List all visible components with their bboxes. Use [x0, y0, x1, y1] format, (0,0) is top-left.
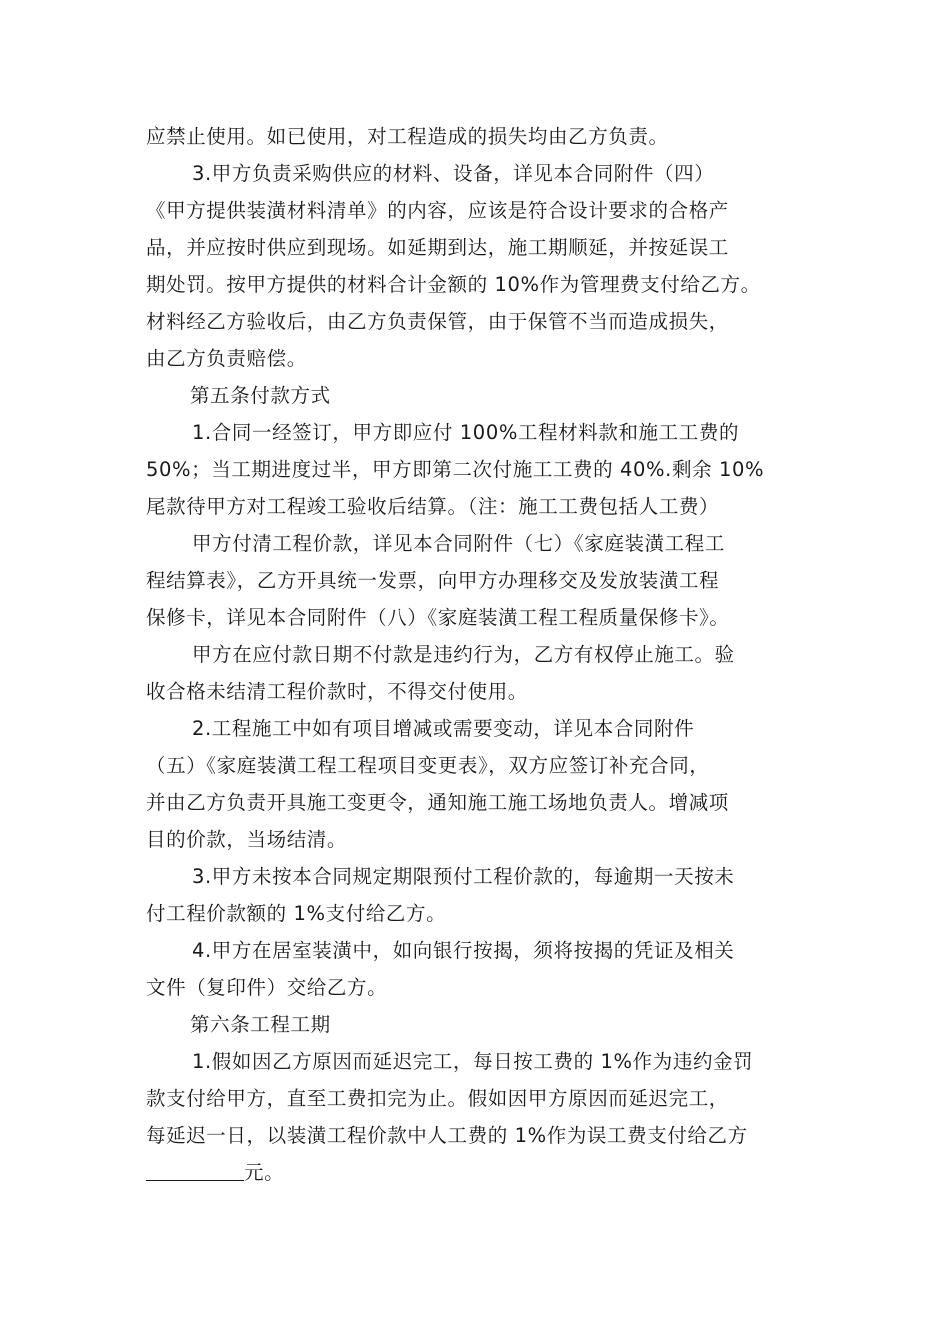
text-line: 款支付给甲方，直至工费扣完为止。假如因甲方原因而延迟完工，: [146, 1087, 729, 1110]
section-heading-5: 第五条付款方式: [190, 384, 331, 407]
text-line: 3.甲方未按本合同规定期限预付工程价款的，每逾期一天按未: [192, 865, 735, 888]
blank-suffix-text: 元。: [244, 1161, 285, 1184]
text-line: 50%；当工期进度过半，甲方即第二次付施工工费的 40%.剩余 10%: [146, 458, 765, 481]
text-line: 尾款待甲方对工程竣工验收后结算。（注：施工工费包括人工费）: [146, 495, 720, 518]
text-line: 1.假如因乙方原因而延迟完工，每日按工费的 1%作为违约金罚: [192, 1050, 754, 1073]
text-line: 付工程价款额的 1%支付给乙方。: [146, 902, 447, 925]
text-line: 《甲方提供装潢材料清单》的内容，应该是符合设计要求的合格产: [146, 199, 729, 222]
document-body: [146, 118, 836, 1191]
text-line-with-blank: [146, 1154, 836, 1191]
text-line: 每延迟一日，以装潢工程价款中人工费的 1%作为误工费支付给乙方: [146, 1124, 748, 1147]
text-line: 3.甲方负责采购供应的材料、设备，详见本合同附件（四）: [192, 162, 715, 185]
fill-in-blank: [146, 1160, 244, 1181]
text-line: 目的价款，当场结清。: [146, 828, 348, 851]
text-line: 应禁止使用。如已使用，对工程造成的损失均由乙方负责。: [146, 125, 669, 148]
text-line: 收合格未结清工程价款时，不得交付使用。: [146, 680, 528, 703]
text-line: （五）《家庭装潢工程工程项目变更表》，双方应签订补充合同，: [146, 754, 710, 777]
text-line: 期处罚。按甲方提供的材料合计金额的 10%作为管理费支付给乙方。: [146, 273, 761, 296]
text-line: 文件（复印件）交给乙方。: [146, 976, 388, 999]
text-line: 甲方付清工程价款，详见本合同附件（七）《家庭装潢工程工: [192, 532, 725, 555]
text-line: 并由乙方负责开具施工变更令，通知施工施工场地负责人。增减项: [146, 791, 729, 814]
text-line: 保修卡，详见本合同附件（八）《家庭装潢工程工程质量保修卡》。: [146, 606, 730, 629]
text-line: 由乙方负责赔偿。: [146, 347, 307, 370]
text-line: 材料经乙方验收后，由乙方负责保管，由于保管不当而造成损失，: [146, 310, 729, 333]
text-line: 甲方在应付款日期不付款是违约行为，乙方有权停止施工。验: [192, 643, 735, 666]
text-line: 程结算表》，乙方开具统一发票，向甲方办理移交及发放装潢工程: [146, 569, 720, 592]
text-line: 2.工程施工中如有项目增减或需要变动，详见本合同附件: [192, 717, 695, 740]
text-line: 4.甲方在居室装潢中，如向银行按揭，须将按揭的凭证及相关: [192, 939, 735, 962]
text-line: 1.合同一经签订，甲方即应付 100%工程材料款和施工工费的: [192, 421, 740, 444]
text-line: 品，并应按时供应到现场。如延期到达，施工期顺延，并按延误工: [146, 236, 729, 259]
section-heading-6: 第六条工程工期: [190, 1013, 331, 1036]
